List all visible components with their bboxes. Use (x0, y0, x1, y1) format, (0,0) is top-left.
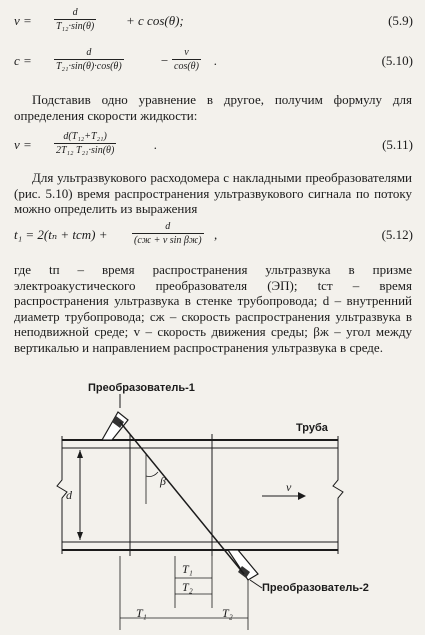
denominator: T₂₁·sin(θ)·cos(θ) (56, 61, 122, 72)
eq-fraction (54, 130, 116, 157)
eq-fraction (132, 220, 204, 247)
eq-tail: . (214, 53, 218, 68)
label-pipe: Труба (296, 422, 328, 434)
leader-transducer-2 (250, 580, 262, 588)
numerator: d(T₁₂+T₂₁) (54, 130, 116, 144)
equation-5-9 (14, 2, 413, 42)
eq-lhs: t₁ = 2(tₙ + tст) + (14, 227, 108, 242)
denominator: T₁₂·sin(θ) (56, 21, 95, 32)
equation-5-12 (14, 216, 413, 256)
beta-arc (146, 472, 158, 477)
eq-lhs: v = (14, 13, 32, 28)
eq-lhs: c = (14, 53, 32, 68)
symbol-d: d (66, 488, 72, 502)
numerator: d (132, 220, 204, 234)
symbol-t1-inner: T₁ (182, 562, 193, 576)
paragraph-2: Для ультразвукового расходомера с накладными преобразователями (рис. 5.10) время распространения ультразвукового сигнала по потоку можно определить из выражения (14, 170, 412, 216)
paragraph-1: Подставив одно уравнение в другое, получим формулу для определения скорости жидкости: (14, 92, 412, 123)
denominator: (cж + v sin βж) (134, 235, 202, 246)
diameter-arrow-bottom (77, 532, 83, 540)
numerator: v (172, 46, 201, 60)
label-transducer-2: Преобразователь-2 (262, 582, 369, 594)
eq-tail: + c cos(θ); (126, 13, 184, 28)
eq-minus: − (160, 53, 169, 68)
eq-tail: . (154, 137, 158, 152)
eq-tail: , (214, 227, 218, 242)
eq-lhs: v = (14, 137, 32, 152)
equation-5-11 (14, 126, 413, 166)
numerator: d (54, 6, 96, 20)
eq-fraction-2 (172, 46, 201, 73)
label-transducer-1: Преобразователь-1 (88, 382, 195, 394)
symbol-beta: β (160, 474, 166, 488)
pipe-break-right (333, 436, 343, 554)
eq-fraction (54, 46, 124, 73)
equation-number: (5.11) (382, 137, 413, 152)
eq-fraction (54, 6, 96, 33)
flow-arrow-head (298, 492, 306, 500)
symbol-t2-inner: T₂ (182, 580, 193, 594)
equation-number: (5.9) (388, 13, 413, 28)
numerator: d (54, 46, 124, 60)
equation-5-10 (14, 42, 413, 82)
equation-number: (5.10) (381, 53, 413, 68)
paragraph-3: где tп – время распространения ультразвука в призме электроакустического преобразователя (ЭП); tст – время распространения ультразвука в стенке трубопровода; d – внутренний диаметр трубопровода; cж – скорость распространения ультразвука в неподвижной среде; v – скорость движения среды; βж – угол между вертикалью и направлением распространения ультразвука в среде. (14, 262, 412, 355)
equation-number: (5.12) (381, 227, 413, 242)
symbol-v: v (286, 480, 292, 494)
denominator: 2T₁₂ T₂₁·sin(θ) (56, 145, 115, 156)
symbol-t2-outer: T₂ (222, 606, 233, 620)
diameter-arrow-top (77, 450, 83, 458)
denominator: cos(θ) (174, 61, 199, 72)
ultrasound-beam (120, 422, 244, 574)
flowmeter-diagram (0, 380, 425, 635)
symbol-t1-outer: T₁ (136, 606, 147, 620)
